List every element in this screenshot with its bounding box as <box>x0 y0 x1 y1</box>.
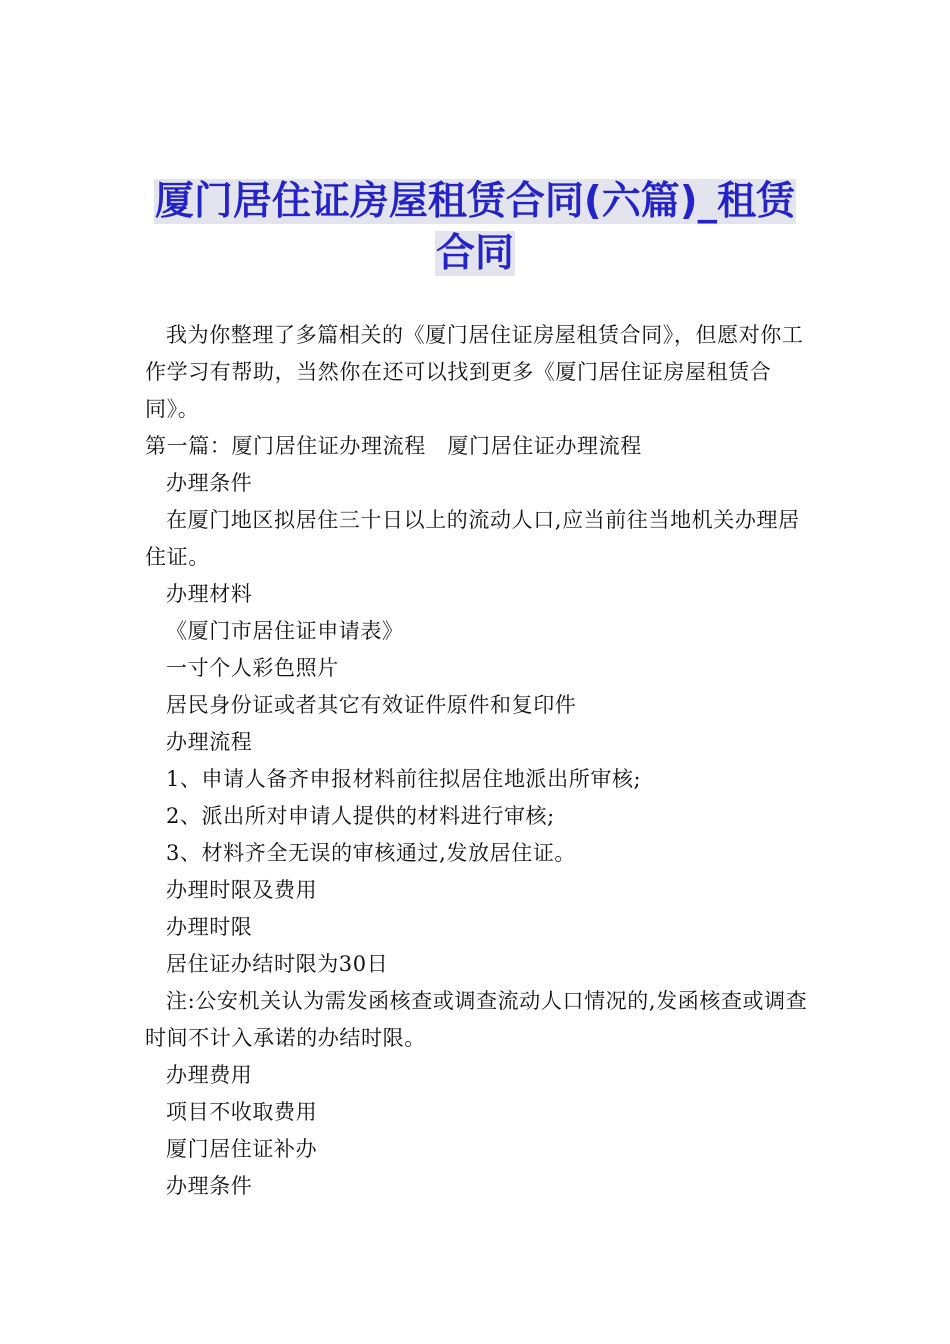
paragraph: 办理时限 <box>166 915 253 939</box>
paragraph: 办理材料 <box>166 582 253 606</box>
paragraph: 在厦门地区拟居住三十日以上的流动人口,应当前往当地机关办理居住证。 <box>145 508 800 569</box>
paragraph: 项目不收取费用 <box>166 1100 318 1124</box>
paragraph: 办理费用 <box>166 1063 253 1087</box>
document-body <box>145 317 810 1205</box>
list-item: 1、申请人备齐申报材料前往拟居住地派出所审核; <box>166 767 642 791</box>
paragraph: 注:公安机关认为需发函核查或调查流动人口情况的,发函核查或调查时间不计入承诺的办结时限。 <box>145 989 808 1050</box>
paragraph: 《厦门市居住证申请表》 <box>166 619 404 643</box>
list-item: 3、材料齐全无误的审核通过,发放居住证。 <box>166 841 577 865</box>
title-line-2: 合同 <box>435 231 514 276</box>
paragraph: 厦门居住证补办 <box>166 1137 318 1161</box>
list-item: 2、派出所对申请人提供的材料进行审核; <box>166 804 555 828</box>
intro-paragraph: 我为你整理了多篇相关的《厦门居住证房屋租赁合同》，但愿对你工作学习有帮助，当然你在还可以找到更多《厦门居住证房屋租赁合同》。 <box>145 323 804 421</box>
paragraph: 办理流程 <box>166 730 253 754</box>
paragraph: 办理条件 <box>166 471 253 495</box>
title-line-1: 厦门居住证房屋租赁合同(六篇)_租赁 <box>154 179 796 224</box>
paragraph: 居住证办结时限为30日 <box>166 952 389 976</box>
paragraph: 办理条件 <box>166 1174 253 1198</box>
paragraph: 居民身份证或者其它有效证件原件和复印件 <box>166 693 577 717</box>
paragraph: 一寸个人彩色照片 <box>166 656 339 680</box>
paragraph: 办理时限及费用 <box>166 878 318 902</box>
section-heading: 第一篇：厦门居住证办理流程 厦门居住证办理流程 <box>145 434 642 458</box>
document-title <box>120 176 830 280</box>
